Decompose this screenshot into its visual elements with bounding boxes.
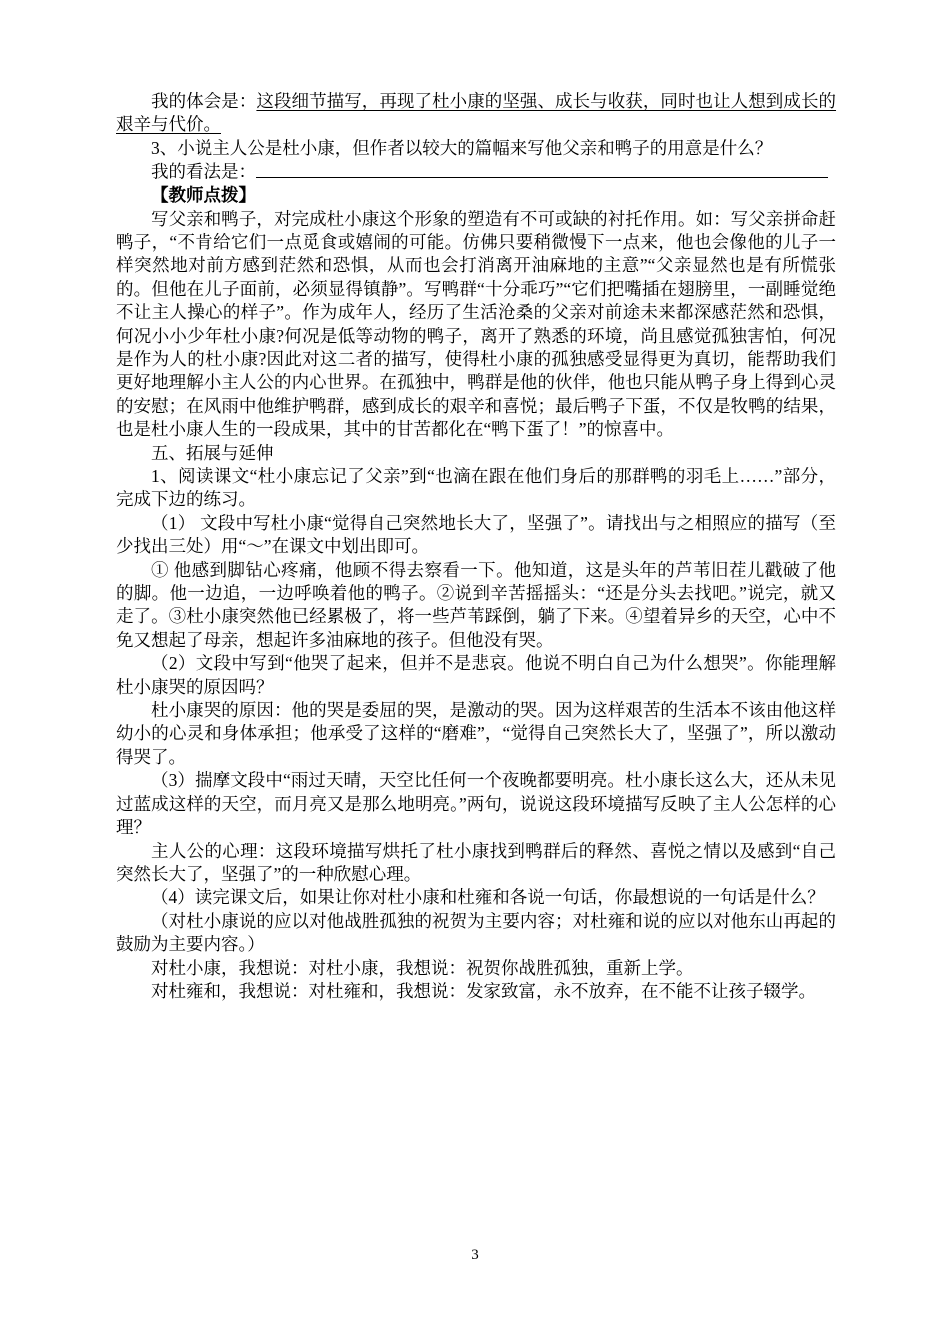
section-5-question-1: （1） 文段中写杜小康“觉得自己突然地长大了，坚强了”。请找出与之相照应的描写（至少找出三处）用“～”在课文中划出即可。 bbox=[116, 512, 836, 557]
teacher-tips-body: 写父亲和鸭子，对完成杜小康这个形象的塑造有不可或缺的衬托作用。如：写父亲拼命赶鸭子，“不肯给它们一点觅食或嬉闹的可能。仿佛只要稍微慢下一点来，他也会像他的儿子一样突然地对前方感到茫然和恐惧，从而也会打消离开油麻地的主意”“父亲显然也是有所慌张的。但他在儿子面前，必须显得镇静”。写鸭群“十分乖巧”“它们把嘴插在翅膀里，一副睡觉绝不让主人操心的样子”。作为成年人，经历了生活沧桑的父亲对前途未来都深感茫然和恐惧，何况小小少年杜小康?何况是低等动物的鸭子，离开了熟悉的环境，尚且感觉孤独害怕，何况是作为人的杜小康?因此对这二者的描写，使得杜小康的孤独感受显得更为真切，能帮助我们更好地理解小主人公的内心世界。在孤独中，鸭群是他的伙伴，他也只能从鸭子身上得到心灵的安慰；在风雨中他维护鸭群，感到成长的艰辛和喜悦；最后鸭子下蛋，不仅是牧鸭的结果，也是杜小康人生的一段成果，其中的甘苦都化在“鸭下蛋了！”的惊喜中。 bbox=[116, 208, 836, 440]
opinion-lead: 我的看法是： bbox=[151, 161, 256, 182]
section-5-answer-2: 杜小康哭的原因：他的哭是委屈的哭，是激动的哭。因为这样艰苦的生活本不该由他这样幼小的心灵和身体承担；他承受了这样的“磨难”，“觉得自己突然长大了，坚强了”，所以激动得哭了。 bbox=[116, 700, 836, 767]
teacher-tips-heading: 【教师点拨】 bbox=[151, 185, 256, 206]
experience-underlined-text: 这段细节描写，再现了杜小康的坚强、成长与收获，同时也让人想到成长的艰辛与代价。 bbox=[116, 91, 837, 135]
experience-lead: 我的体会是： bbox=[151, 91, 257, 111]
section-5-heading: 五、拓展与延伸 bbox=[151, 442, 274, 463]
section-5-answer-4b: 对杜雍和，我想说：对杜雍和，我想说：发家致富，永不放弃，在不能不让孩子辍学。 bbox=[151, 980, 816, 1001]
paragraph-question-3: 3、小说主人公是杜小康，但作者以较大的篇幅来写他父亲和鸭子的用意是什么？ bbox=[151, 137, 773, 158]
paragraph-experience bbox=[116, 90, 836, 137]
section-5-answer-1: ① 他感到脚钻心疼痛，他顾不得去察看一下。他知道，这是头年的芦苇旧茬儿戳破了他的脚。他一边追，一边呼唤着他的鸭子。②说到辛苦摇摇头：“还是分头去找吧。”说完，就又走了。③杜小康突然他已经累极了，将一些芦苇踩倒，躺了下来。④望着异乡的天空，心中不免又想起了母亲，想起许多油麻地的孩子。但他没有哭。 bbox=[116, 559, 836, 650]
opinion-fill-in-blank[interactable] bbox=[256, 160, 828, 178]
section-5-answer-4a: 对杜小康，我想说：对杜小康，我想说：祝贺你战胜孤独，重新上学。 bbox=[151, 957, 694, 978]
paragraph-opinion bbox=[116, 160, 836, 184]
section-5-task-1: 1、阅读课文“杜小康忘记了父亲”到“也滴在跟在他们身后的那群鸭的羽毛上……”部分，完成下边的练习。 bbox=[116, 466, 836, 510]
section-5-hint-4: （对杜小康说的应以对他战胜孤独的祝贺为主要内容；对杜雍和说的应以对他东山再起的鼓励为主要内容。） bbox=[116, 910, 836, 955]
section-5-question-2: （2）文段中写到“他哭了起来，但并不是悲哀。他说不明白自己为什么想哭”。你能理解杜小康哭的原因吗？ bbox=[116, 653, 836, 697]
section-5-answer-3: 主人公的心理：这段环境描写烘托了杜小康找到鸭群后的释然、喜悦之情以及感到“自己突然长大了，坚强了”的一种欣慰心理。 bbox=[116, 840, 836, 884]
page-number: 3 bbox=[471, 1247, 479, 1263]
section-5-question-4: （4）读完课文后，如果让你对杜小康和杜雍和各说一句话，你最想说的一句话是什么？ bbox=[151, 887, 825, 908]
section-5-question-3: （3）揣摩文段中“雨过天晴，天空比任何一个夜晚都要明亮。杜小康长这么大，还从未见过蓝成这样的天空，而月亮又是那么地明亮。”两句，说说这段环境描写反映了主人公怎样的心理？ bbox=[116, 770, 836, 838]
